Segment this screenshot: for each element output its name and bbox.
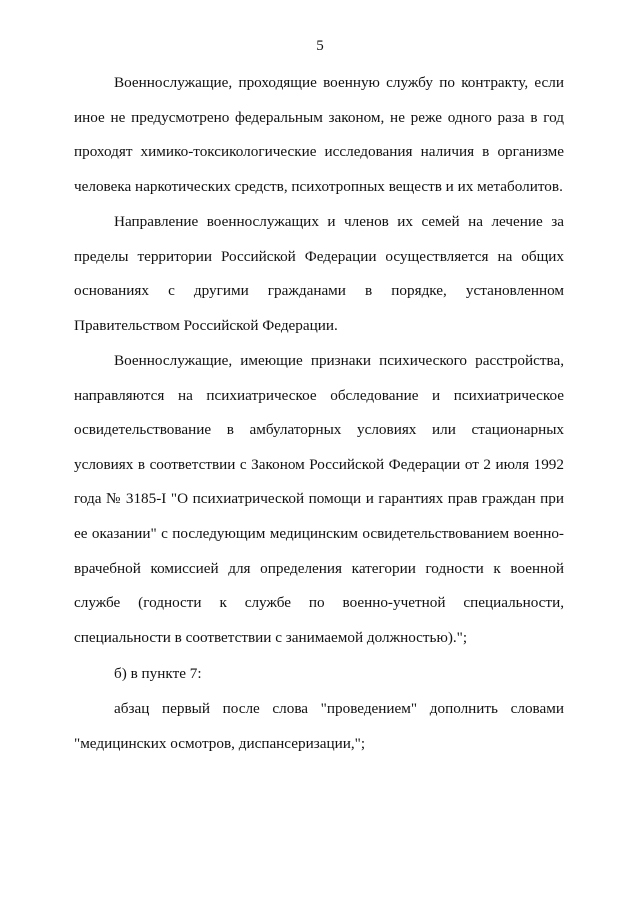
text-line: абзац первый после слова "проведением" дополнить словами (114, 700, 564, 717)
text-line: "медицинских осмотров, диспансеризации,"; (74, 734, 366, 752)
paragraph-item-7-heading (74, 657, 564, 692)
text-line: ее оказании" с последующим медицинским освидетельствованием военно- (74, 524, 564, 542)
text-line: условиях в соответствии с Законом Российской Федерации от 2 июля 1992 (74, 455, 564, 473)
text-line: проходят химико-токсикологические исследования наличия в организме (74, 143, 564, 161)
text-line: б) в пункте 7: (114, 665, 202, 682)
text-line: года № 3185-I "О психиатрической помощи и гарантиях прав граждан при (74, 490, 564, 508)
text-line: Военнослужащие, проходящие военную службу по контракту, если (114, 74, 564, 91)
paragraph-treatment-abroad (74, 205, 564, 343)
text-line: основаниях с другими гражданами в порядке, установленном (74, 282, 564, 300)
text-line: направляются на психиатрическое обследование и психиатрическое (74, 386, 564, 404)
text-line: специальности в соответствии с занимаемой должностью)."; (74, 628, 468, 646)
page-number: 5 (316, 38, 324, 54)
text-line: иное не предусмотрено федеральным законом, не реже одного раза в год (74, 108, 564, 126)
text-line: освидетельствование в амбулаторных условиях или стационарных (74, 421, 564, 439)
paragraph-contract-servicemen-testing (74, 66, 564, 204)
paragraph-item-7-amendment (74, 692, 564, 761)
text-line: Правительством Российской Федерации. (74, 316, 338, 334)
text-line: человека наркотических средств, психотропных веществ и их метаболитов. (74, 177, 563, 195)
text-line: Военнослужащие, имеющие признаки психического расстройства, (114, 352, 564, 369)
text-line: пределы территории Российской Федерации осуществляется на общих (74, 247, 564, 265)
paragraph-psychiatric-examination (74, 344, 564, 655)
text-line: Направление военнослужащих и членов их семей на лечение за (114, 213, 564, 230)
text-line: врачебной комиссией для определения категории годности к военной (74, 559, 564, 577)
text-line: службе (годности к службе по военно-учетной специальности, (74, 594, 564, 612)
